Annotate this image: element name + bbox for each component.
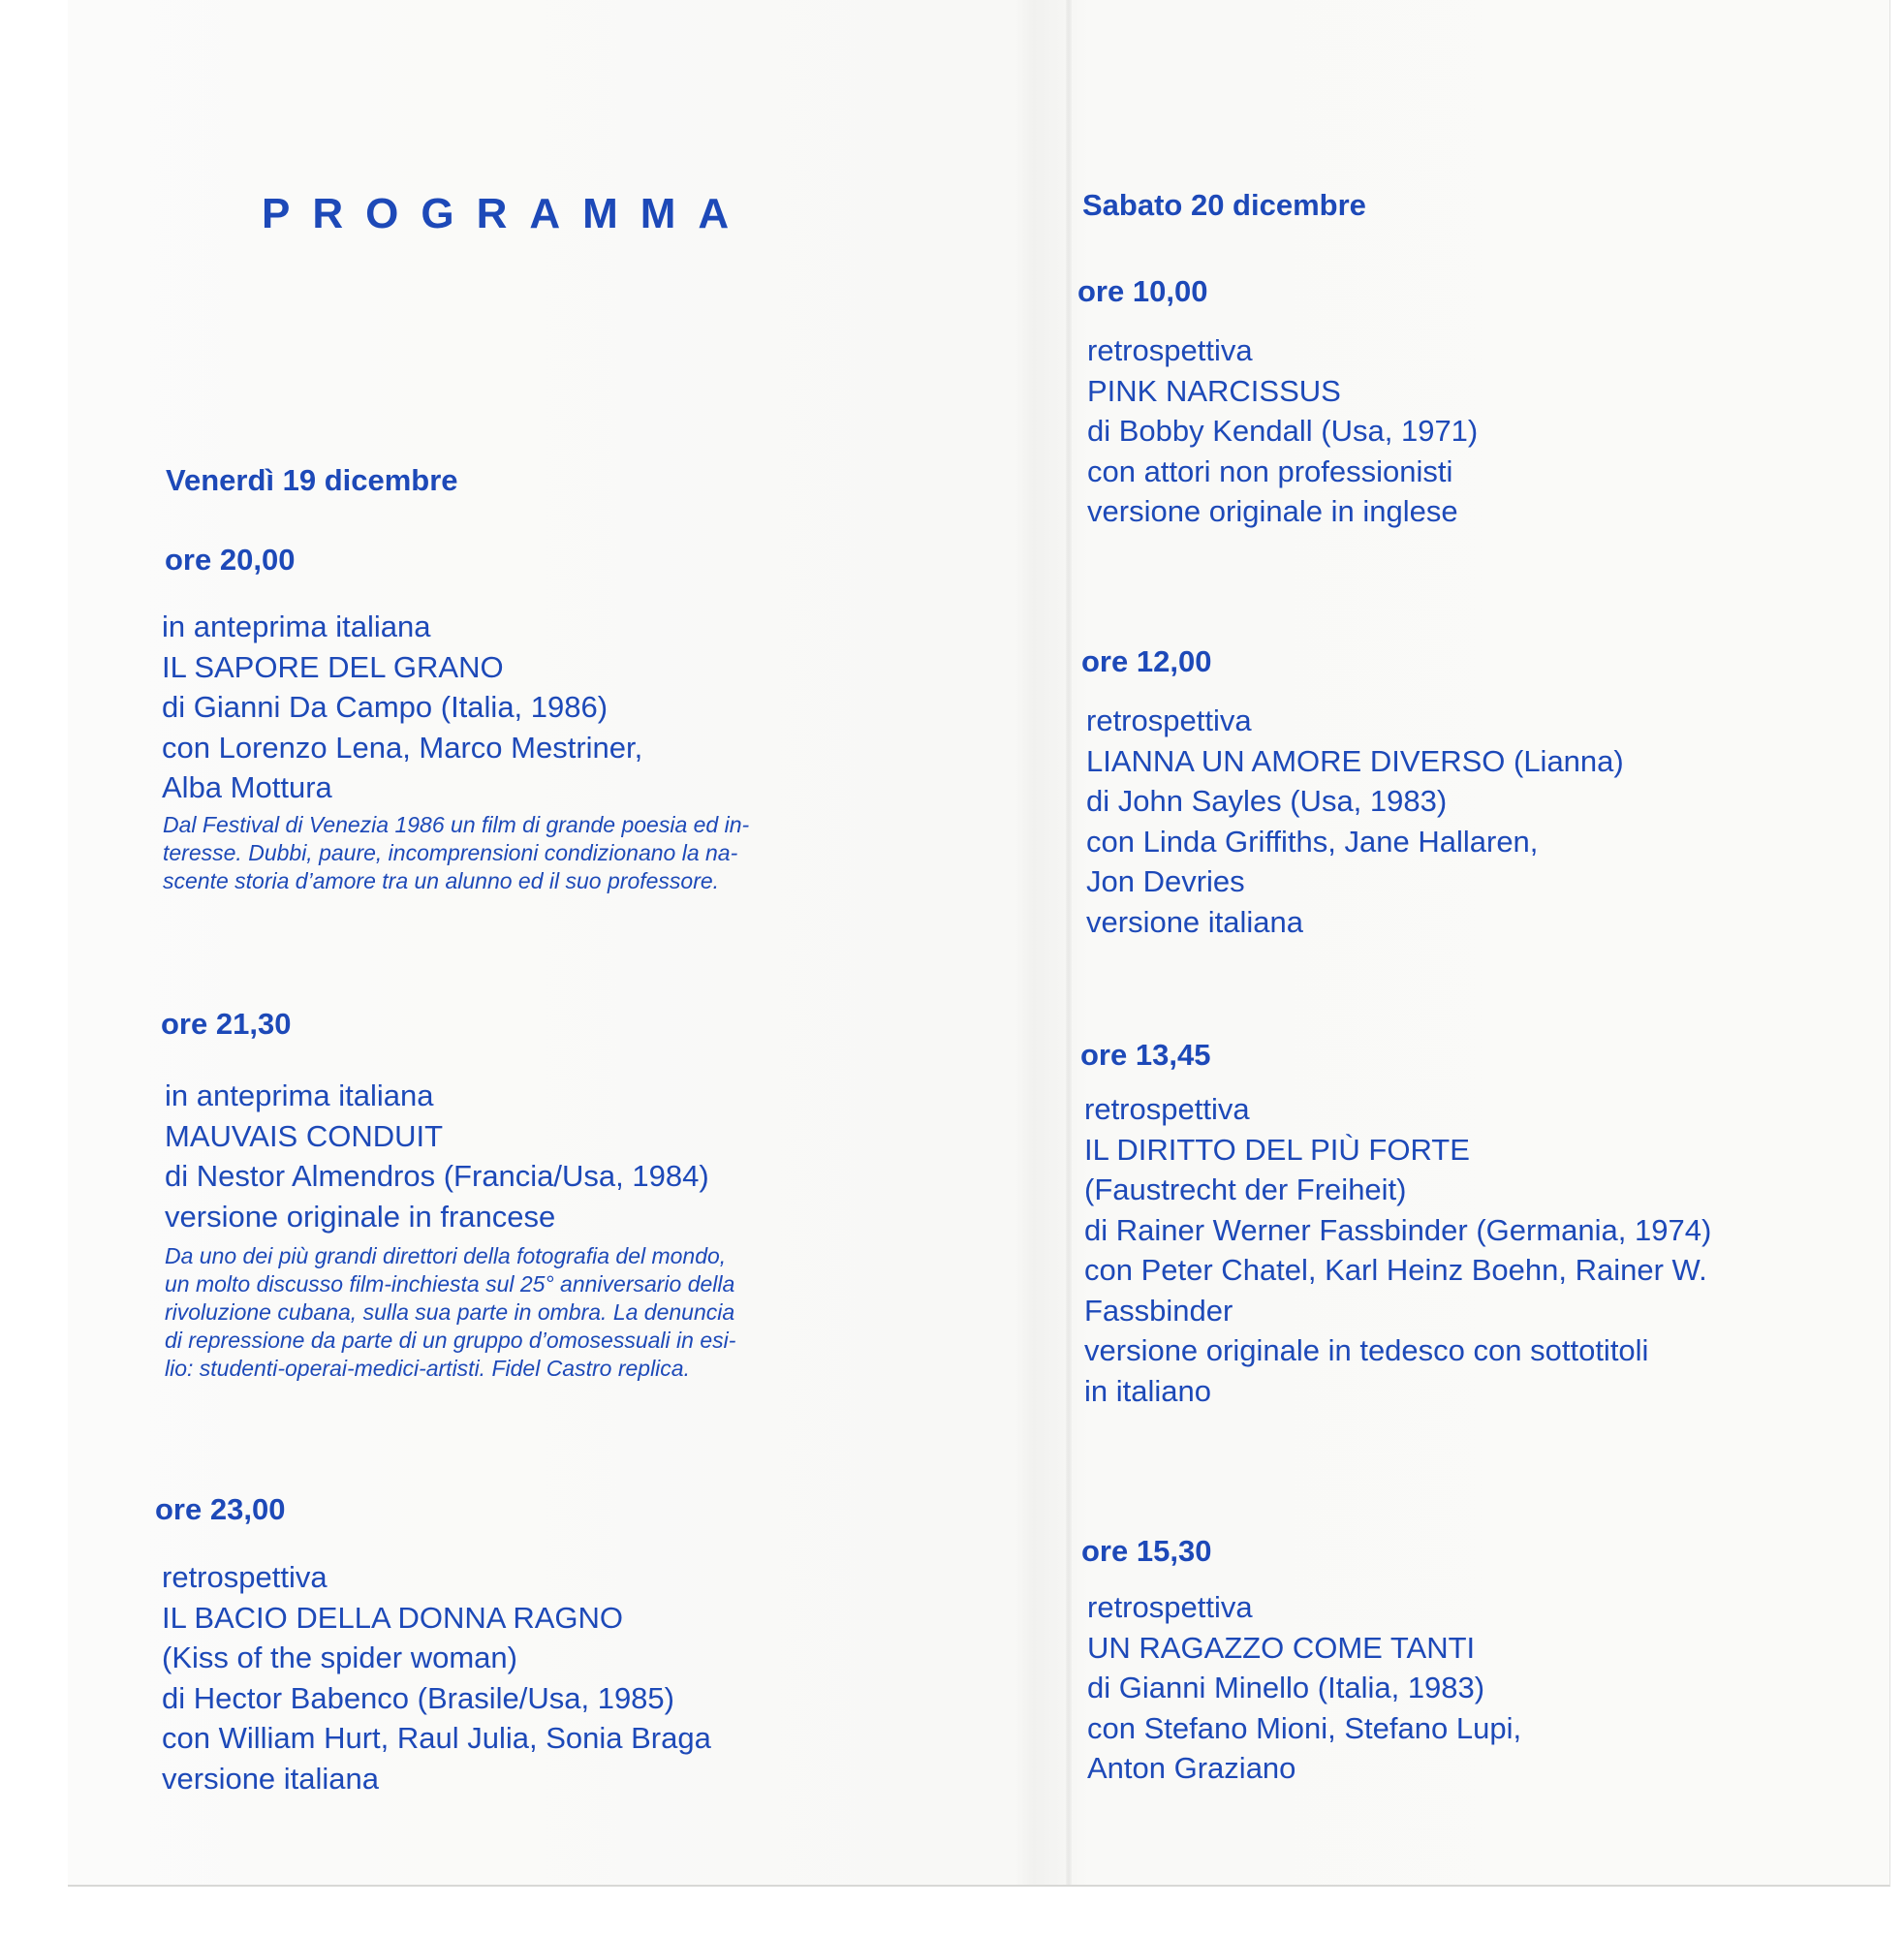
screening-line: di Hector Babenco (Brasile/Usa, 1985) — [162, 1680, 674, 1715]
screening-film-title: IL DIRITTO DEL PIÙ FORTE — [1084, 1132, 1470, 1167]
day-heading-friday: Venerdì 19 dicembre — [166, 463, 458, 497]
screening-line: retrospettiva — [1086, 703, 1252, 737]
screening-line: versione originale in tedesco con sottotitoli — [1084, 1333, 1649, 1367]
screening-time: ore 12,00 — [1081, 644, 1212, 678]
screening-note — [163, 811, 749, 895]
screening-line: con Linda Griffiths, Jane Hallaren, — [1086, 824, 1539, 859]
screening-line: versione italiana — [1086, 904, 1304, 939]
screening-film-title: UN RAGAZZO COME TANTI — [1087, 1630, 1476, 1665]
screening-line: versione originale in francese — [165, 1199, 556, 1234]
screening-details — [1087, 1587, 1521, 1789]
screening-line: con William Hurt, Raul Julia, Sonia Braga — [162, 1721, 711, 1755]
screening-details — [1087, 330, 1478, 532]
screening-line: di Bobby Kendall (Usa, 1971) — [1087, 414, 1479, 448]
screening-line: con Lorenzo Lena, Marco Mestriner, — [162, 730, 643, 765]
screening-line: in anteprima italiana — [162, 610, 431, 643]
screening-time: ore 23,00 — [155, 1492, 286, 1526]
screening-line: con Peter Chatel, Karl Heinz Boehn, Rainer W. — [1084, 1253, 1707, 1287]
screening-film-title: LIANNA UN AMORE DIVERSO (Lianna) — [1086, 743, 1624, 778]
screening-line: di Rainer Werner Fassbinder (Germania, 1974) — [1084, 1212, 1712, 1247]
screening-film-title: MAUVAIS CONDUIT — [165, 1118, 444, 1153]
screening-line: versione originale in inglese — [1087, 494, 1458, 528]
screening-line: con attori non professionisti — [1087, 453, 1453, 488]
screening-line: retrospettiva — [162, 1560, 328, 1594]
screening-line: di Nestor Almendros (Francia/Usa, 1984) — [165, 1159, 709, 1193]
screening-line: Jon Devries — [1086, 864, 1245, 898]
note-line: Dal Festival di Venezia 1986 un film di grande poesia ed in- — [163, 812, 750, 837]
screening-time: ore 13,45 — [1080, 1038, 1211, 1072]
screening-time: ore 21,30 — [161, 1007, 292, 1041]
note-line: lio: studenti-operai-medici-artisti. Fidel Castro replica. — [165, 1356, 690, 1381]
screening-details — [165, 1076, 709, 1236]
screening-time: ore 20,00 — [165, 543, 296, 577]
page-title: PROGRAMMA — [262, 190, 752, 237]
screening-line: di John Sayles (Usa, 1983) — [1086, 784, 1448, 818]
screening-line: di Gianni Da Campo (Italia, 1986) — [162, 690, 609, 724]
screening-details — [162, 607, 642, 808]
screening-line: Fassbinder — [1084, 1293, 1233, 1328]
note-line: teresse. Dubbi, paure, incomprensioni condizionano la na- — [163, 840, 738, 865]
screening-film-title: PINK NARCISSUS — [1087, 373, 1341, 408]
screening-line: (Faustrecht der Freiheit) — [1084, 1172, 1407, 1206]
screening-details — [1084, 1089, 1711, 1411]
screening-line: in italiano — [1084, 1373, 1211, 1408]
screening-line: (Kiss of the spider woman) — [162, 1641, 517, 1674]
screening-note — [165, 1242, 735, 1383]
screening-line: Alba Mottura — [162, 770, 332, 804]
screening-line: retrospettiva — [1087, 333, 1253, 367]
screening-time: ore 15,30 — [1081, 1534, 1212, 1568]
screening-line: di Gianni Minello (Italia, 1983) — [1087, 1671, 1485, 1704]
screening-line: con Stefano Mioni, Stefano Lupi, — [1087, 1710, 1522, 1745]
note-line: un molto discusso film-inchiesta sul 25° anniversario della — [165, 1271, 735, 1297]
note-line: rivoluzione cubana, sulla sua parte in ombra. La denuncia — [165, 1299, 735, 1325]
screening-line: versione italiana — [162, 1761, 380, 1796]
screening-line: retrospettiva — [1087, 1590, 1253, 1624]
screening-line: retrospettiva — [1084, 1092, 1250, 1126]
screening-film-title: IL SAPORE DEL GRANO — [162, 649, 504, 684]
screening-time: ore 10,00 — [1077, 274, 1208, 308]
screening-details — [1086, 701, 1624, 942]
note-line: Da uno dei più grandi direttori della fotografia del mondo, — [165, 1243, 727, 1268]
page-fold — [1066, 0, 1072, 1885]
note-line: di repressione da parte di un gruppo d’omosessuali in esi- — [165, 1328, 736, 1353]
screening-line: Anton Graziano — [1087, 1751, 1296, 1785]
screening-details — [162, 1557, 711, 1798]
screening-line: in anteprima italiana — [165, 1078, 434, 1112]
screening-film-title: IL BACIO DELLA DONNA RAGNO — [162, 1600, 624, 1635]
note-line: scente storia d’amore tra un alunno ed il suo professore. — [163, 868, 720, 893]
day-heading-saturday: Sabato 20 dicembre — [1082, 188, 1366, 222]
